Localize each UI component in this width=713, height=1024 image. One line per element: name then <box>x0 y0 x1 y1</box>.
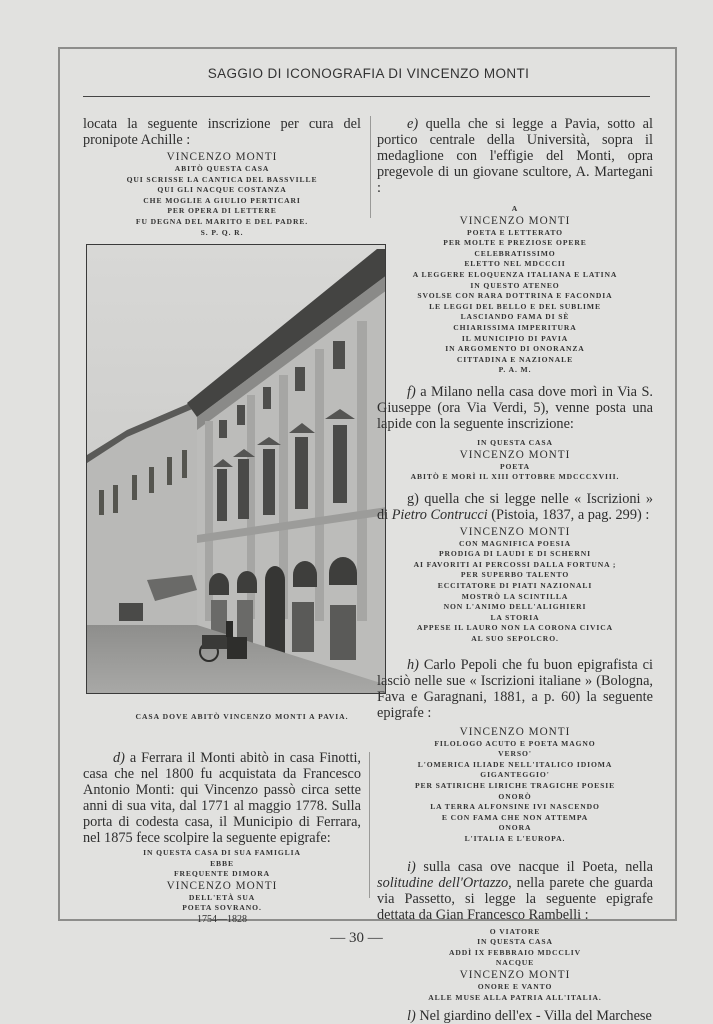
epigraph-line: ADDÌ IX FEBBRAIO MDCCLIV <box>449 947 581 957</box>
epigraph-line: APPESE IL LAURO NON LA CORONA CIVICA <box>416 623 614 633</box>
epigraph-line: LASCIANDO FAMA DI SÈ <box>460 312 570 322</box>
photo-casa-pavia <box>86 244 386 694</box>
epigraph-line: IN QUESTA CASA DI SUA FAMIGLIA <box>143 848 301 857</box>
epigraph-line: POETA <box>499 461 531 471</box>
section-g-body-end: (Pistoia, 1837, a pag. 299) : <box>487 506 650 523</box>
running-head: SAGGIO DI ICONOGRAFIA DI VINCENZO MONTI <box>207 66 530 81</box>
epigraph-line: NACQUE <box>495 958 535 968</box>
epigraph-line: ONORA <box>498 823 532 833</box>
section-f-body: a Milano nella casa dove morì in Via S. Giuseppe (ora Via Verdi, 5), venne posta una lapide con la seguente inscrizione: <box>377 383 654 432</box>
epigraph-name: VINCENZO MONTI <box>459 968 571 981</box>
epigraph-line: P. A. M. <box>498 365 532 375</box>
epigraph-line: POETA SOVRANO. <box>182 903 262 913</box>
section-i-body: sulla casa ove nacque il Poeta, nella <box>423 858 653 875</box>
epigraph-line: S. P. Q. R. <box>200 227 244 237</box>
section-h-text <box>377 657 653 721</box>
epigraph-name: VINCENZO MONTI <box>459 214 571 227</box>
section-e-text <box>377 116 653 196</box>
section-g-label: g) <box>407 490 419 507</box>
epigraph-name: VINCENZO MONTI <box>166 151 278 163</box>
epigraph-line: PER SUPERBO TALENTO <box>460 570 570 580</box>
epigraph-line: L'OMERICA ILIADE NELL'ITALICO IDIOMA <box>417 759 613 769</box>
column-divider-bottom <box>369 752 370 898</box>
section-i-text <box>377 859 653 923</box>
section-d-text <box>83 750 361 846</box>
epigraph-line: LE LEGGI DEL BELLO E DEL SUBLIME <box>429 301 601 311</box>
epigraph-line: IN QUESTO ATENEO <box>470 280 560 290</box>
epigraph-line: PRODIGA DI LAUDI E DI SCHERNI <box>438 549 592 559</box>
epigraph-line: GIGANTEGGIO' <box>480 770 550 780</box>
epigraph-line: CITTADINA E NAZIONALE <box>456 354 574 364</box>
epigraph-line: LA STORIA <box>490 612 540 622</box>
section-d <box>83 750 361 925</box>
epigraph-line: PER SATIRICHE LIRICHE TRAGICHE POESIE <box>414 781 616 790</box>
section-i-body-end: , nella parete che guarda via Passetto, si legge la seguente epigrafe dettata da Gian Francesco Rambelli : <box>377 874 654 923</box>
epigraph-line: PER MOLTE E PREZIOSE OPERE <box>443 238 587 248</box>
section-d-body: a Ferrara il Monti abitò in casa Finotti, casa che nel 1800 fu acquistata da Francesco Antonio Monti: qui Vincenzo passò circa sette anni di sua vita, dal 1771 al maggio 1778. Sulla porta di codesta casa, il Municipio di Ferrara, nel 1875 fece scolpire la seguente epigrafe: <box>83 750 361 846</box>
epigraph-line: MOSTRÒ LA SCINTILLA <box>461 591 569 601</box>
section-g-body: quella che si legge nelle « Iscrizioni » di <box>377 490 653 523</box>
epigraph-line: NON L'ANIMO DELL'ALIGHIERI <box>443 602 587 612</box>
epigraph-line: L'ITALIA E L'EUROPA. <box>464 833 566 843</box>
epigraph-line: ABITÒ E MORÌ IL XIII OTTOBRE MDCCCXVIII. <box>410 472 620 482</box>
epigraph-dates: 1754—1828 <box>197 913 247 925</box>
section-g-text <box>377 491 653 523</box>
epigraph-line: AI FAVORITI AI PERCOSSI DALLA FORTUNA ; <box>413 559 617 569</box>
intro-paragraph: locata la seguente inscrizione per cura del pronipote Achille : <box>83 116 361 148</box>
epigraph-line: A LEGGERE ELOQUENZA ITALIANA E LATINA <box>412 269 618 279</box>
epigraph-line: CON MAGNIFICA POESIA <box>458 538 572 548</box>
epigraph-line: CHE MOGLIE A GIULIO PERTICARI <box>143 195 301 205</box>
epigraph-line: E CON FAMA CHE NON ATTEMPA <box>441 812 589 822</box>
section-e-label: e) <box>407 116 419 132</box>
page-number: — 30 — <box>330 930 383 946</box>
epigraph-line: IN QUESTA CASA <box>477 937 553 947</box>
epigraph-line: CELEBRATISSIMO <box>474 248 556 258</box>
epigraph-line: EBBE <box>210 858 234 868</box>
epigraph-line: VERSO' <box>498 749 532 759</box>
epigraph-line: PER OPERA DI LETTERE <box>167 206 277 216</box>
epigraph-line: A <box>511 204 519 213</box>
epigraph-line: ONORÒ <box>498 791 532 801</box>
epigraph-line: SVOLSE CON RARA DOTTRINA E FACONDIA <box>417 291 613 301</box>
epigraph-line: IL MUNICIPIO DI PAVIA <box>461 333 569 343</box>
epigraph-line: DELL'ETÀ SUA <box>188 892 256 902</box>
epigraph-line: ABITÒ QUESTA CASA <box>174 164 270 173</box>
epigraph-name: VINCENZO MONTI <box>459 725 571 738</box>
building-photo-illustration <box>87 245 386 694</box>
epigraph-line: QUI SCRISSE LA CANTICA DEL BASSVILLE <box>126 174 318 184</box>
right-column <box>377 116 653 1024</box>
section-f-label: f) <box>407 383 416 400</box>
section-l-text <box>377 1008 653 1024</box>
header-rule <box>83 96 650 97</box>
epigraph-line: QUI GLI NACQUE COSTANZA <box>157 185 287 195</box>
epigraph-line: CHIARISSIMA IMPERITURA <box>453 322 577 332</box>
epigraph-name: VINCENZO MONTI <box>166 879 278 892</box>
epigraph-contrucci <box>377 526 653 645</box>
section-i-italic: solitudine dell'Ortazzo <box>377 874 509 891</box>
section-h-label: h) <box>407 656 419 673</box>
section-d-label: d) <box>113 750 125 766</box>
epigraph-line: AL SUO SEPOLCRO. <box>471 634 559 644</box>
epigraph-line: O VIATORE <box>489 926 541 936</box>
epigraph-line: FU DEGNA DEL MARITO E DEL PADRE. <box>135 216 309 226</box>
epigraph-bassville <box>83 151 361 238</box>
epigraph-line: FREQUENTE DIMORA <box>173 869 271 879</box>
epigraph-pepoli <box>377 726 653 845</box>
epigraph-line: LA TERRA ALFONSINE IVI NASCENDO <box>430 802 600 812</box>
epigraph-line: POETA E LETTERATO <box>467 227 563 237</box>
epigraph-line: ELETTO NEL MDCCCII <box>464 259 566 269</box>
epigraph-name: VINCENZO MONTI <box>459 448 571 461</box>
column-divider-top <box>370 116 371 218</box>
section-h-body: Carlo Pepoli che fu buon epigrafista ci lasciò nelle sue « Iscrizioni italiane » (Bologna, Fava e Garagnani, 1881, a p. 60) la seguente epigrafe : <box>377 656 653 721</box>
epigraph-milano <box>377 438 653 483</box>
section-l-label: l) <box>407 1008 416 1024</box>
epigraph-ferrara <box>83 848 361 925</box>
epigraph-pavia <box>377 204 653 376</box>
section-l-body: Nel giardino dell'ex - Villa del Marchese <box>419 1008 652 1024</box>
section-e-body: quella che si legge a Pavia, sotto al portico centrale della Università, sopra il medaglione con l'effigie del Monti, opra pregevole di un giovane scultore, A. Martegani : <box>377 116 654 196</box>
left-column-top <box>83 116 361 238</box>
epigraph-line: FILOLOGO ACUTO E POETA MAGNO <box>434 738 596 748</box>
section-g-italic: Pietro Contrucci <box>391 506 488 523</box>
epigraph-name: VINCENZO MONTI <box>459 525 571 538</box>
photo-caption: CASA DOVE ABITÒ VINCENZO MONTI A PAVIA. <box>135 712 349 721</box>
epigraph-line: IN ARGOMENTO DI ONORANZA <box>445 344 585 354</box>
epigraph-line: ALLE MUSE ALLA PATRIA ALL'ITALIA. <box>428 992 602 1002</box>
epigraph-line: ECCITATORE DI PIATI NAZIONALI <box>437 581 593 591</box>
epigraph-line: ONORE E VANTO <box>477 981 553 991</box>
section-f-text <box>377 384 653 432</box>
section-i-label: i) <box>407 858 416 875</box>
epigraph-line: IN QUESTA CASA <box>477 437 553 447</box>
